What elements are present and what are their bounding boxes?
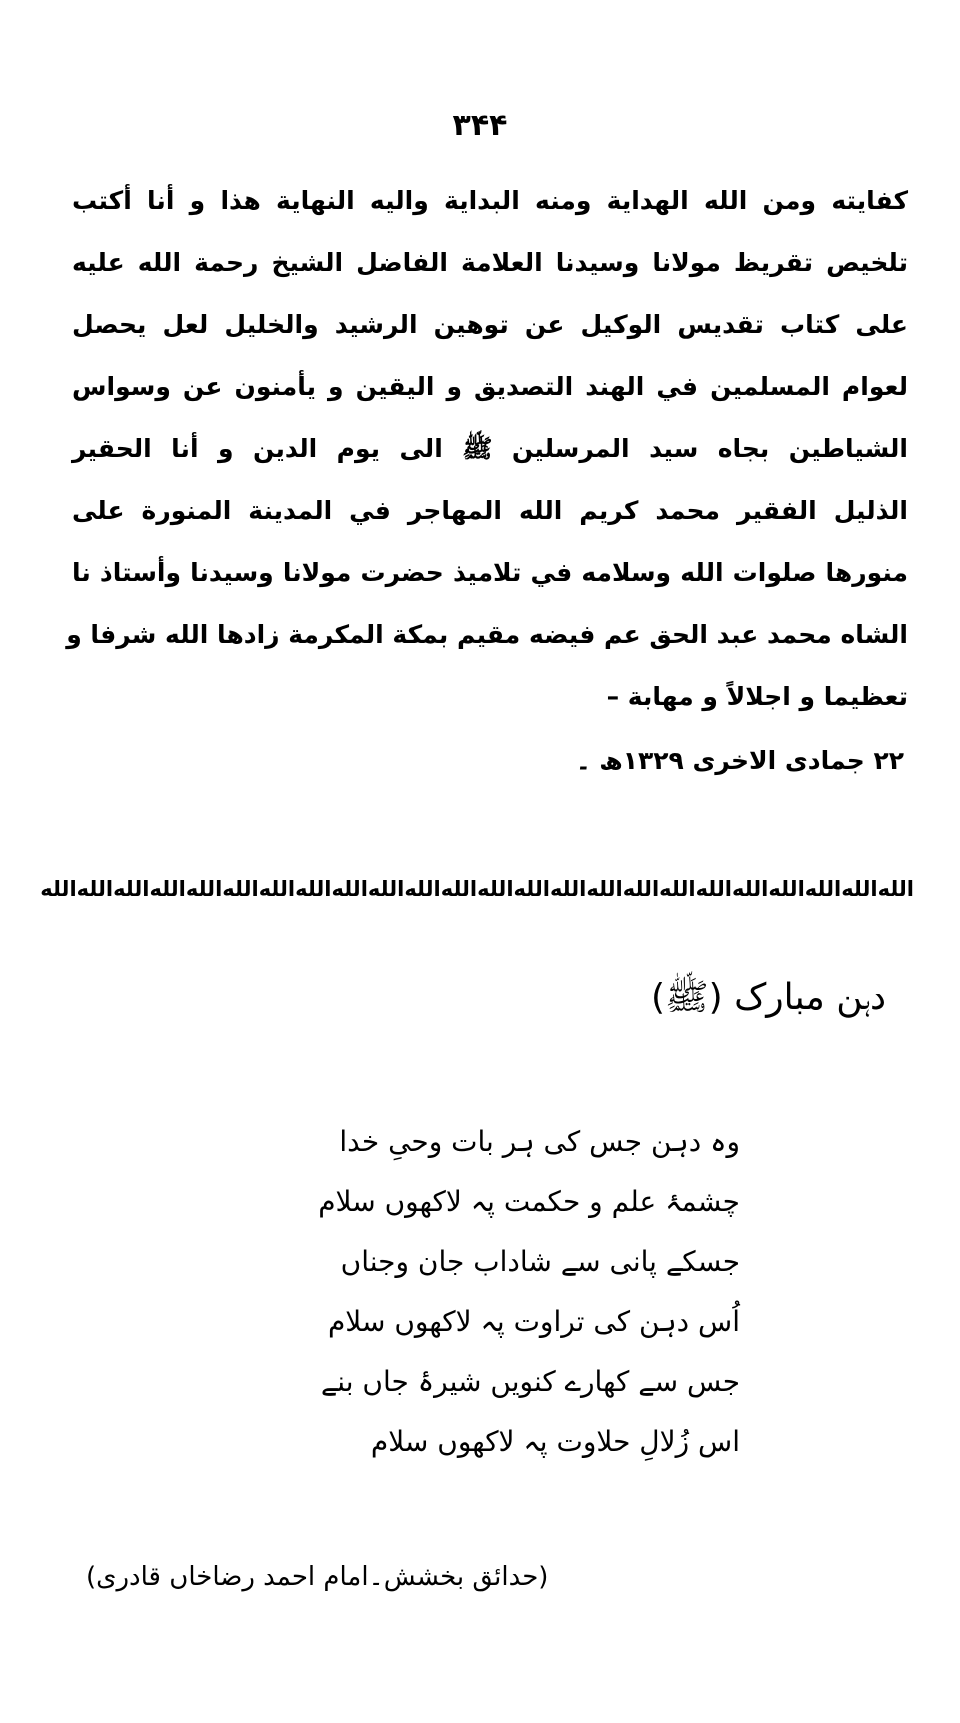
ornament-glyph: الله xyxy=(149,877,186,901)
page-number: ۳۴۴ xyxy=(452,108,508,143)
ornament-glyph: الله xyxy=(331,877,368,901)
poem-line: جس سے کھارے کنویں شیرۂ جاں بنے xyxy=(320,1365,740,1398)
ornament-glyph: الله xyxy=(367,877,405,901)
section-heading: دہن مبارک (ﷺ) xyxy=(651,977,886,1018)
ornament-glyph: الله xyxy=(695,877,732,901)
ornament-glyph: الله xyxy=(804,877,842,901)
ornament-glyph: الله xyxy=(404,877,441,901)
ornament-glyph: الله xyxy=(113,877,150,901)
arabic-line: لعوام المسلمين في الهند التصديق و اليقين و يأمنون عن وسواس xyxy=(72,372,908,401)
poem xyxy=(256,1112,740,1472)
poem-line: اس زُلالِ حلاوت پہ لاکھوں سلام xyxy=(370,1425,740,1458)
arabic-line: كفايته ومن الله الهداية ومنه البداية واليه النهاية هذا و أنا أكتب xyxy=(72,186,908,215)
poem-line: چشمۂ علم و حکمت پہ لاکھوں سلام xyxy=(318,1185,740,1218)
ornament-glyph: الله xyxy=(258,877,296,901)
ornament-glyph: الله xyxy=(549,877,587,901)
arabic-line: الذليل الفقير محمد كريم الله المهاجر في المدينة المنورة على xyxy=(72,496,908,525)
ornament-glyph: الله xyxy=(185,877,223,901)
ornament-glyph: الله xyxy=(841,877,878,901)
ornament-glyph: الله xyxy=(768,877,805,901)
ornament-glyph: الله xyxy=(513,877,550,901)
arabic-line: على كتاب تقديس الوكيل عن توهين الرشيد والخليل لعل يحصل xyxy=(72,310,908,339)
arabic-line: تلخيص تقريظ مولانا وسيدنا العلامة الفاضل الشيخ رحمة الله عليه xyxy=(72,248,908,277)
poem-line: اُس دہن کی تراوت پہ لاکھوں سلام xyxy=(327,1305,740,1338)
arabic-line: الشاه محمد عبد الحق عم فيضه مقيم بمكة المكرمة زادها الله شرفا و xyxy=(66,620,908,649)
citation: (حدائق بخشش۔امام احمد رضاخاں قادری) xyxy=(86,1562,549,1592)
ornament-glyph: الله xyxy=(622,877,660,901)
ornament-glyph: الله xyxy=(731,877,769,901)
ornament-glyph: الله xyxy=(440,877,478,901)
ornament-glyph: الله xyxy=(477,877,514,901)
arabic-line: منورها صلوات الله وسلامه في تلاميذ حضرت مولانا وسيدنا وأستاذ نا xyxy=(72,558,908,587)
ornament-glyph: الله xyxy=(76,877,114,901)
ornament-glyph: الله xyxy=(877,877,914,901)
ornament-glyph: الله xyxy=(586,877,623,901)
hijri-date: ۲۲ جمادی الاخری ۱۳۲۹ھ ۔ xyxy=(575,746,904,775)
ornament-glyph: الله xyxy=(659,877,696,901)
ornament-glyph: الله xyxy=(295,877,332,901)
poem-line: وہ دہن جس کی ہر بات وحیِ خدا xyxy=(339,1125,740,1158)
arabic-paragraph xyxy=(66,170,908,728)
arabic-line: تعظيما و اجلالاً و مهابة – xyxy=(606,682,908,711)
ornament-glyph: الله xyxy=(222,877,259,901)
ornament-divider xyxy=(40,866,914,912)
ornament-glyph: الله xyxy=(40,877,77,901)
poem-line: جسکے پانی سے شاداب جان وجناں xyxy=(340,1245,740,1278)
arabic-line: الشياطين بجاه سيد المرسلين ﷺ الى يوم الدين و أنا الحقير xyxy=(72,434,908,463)
